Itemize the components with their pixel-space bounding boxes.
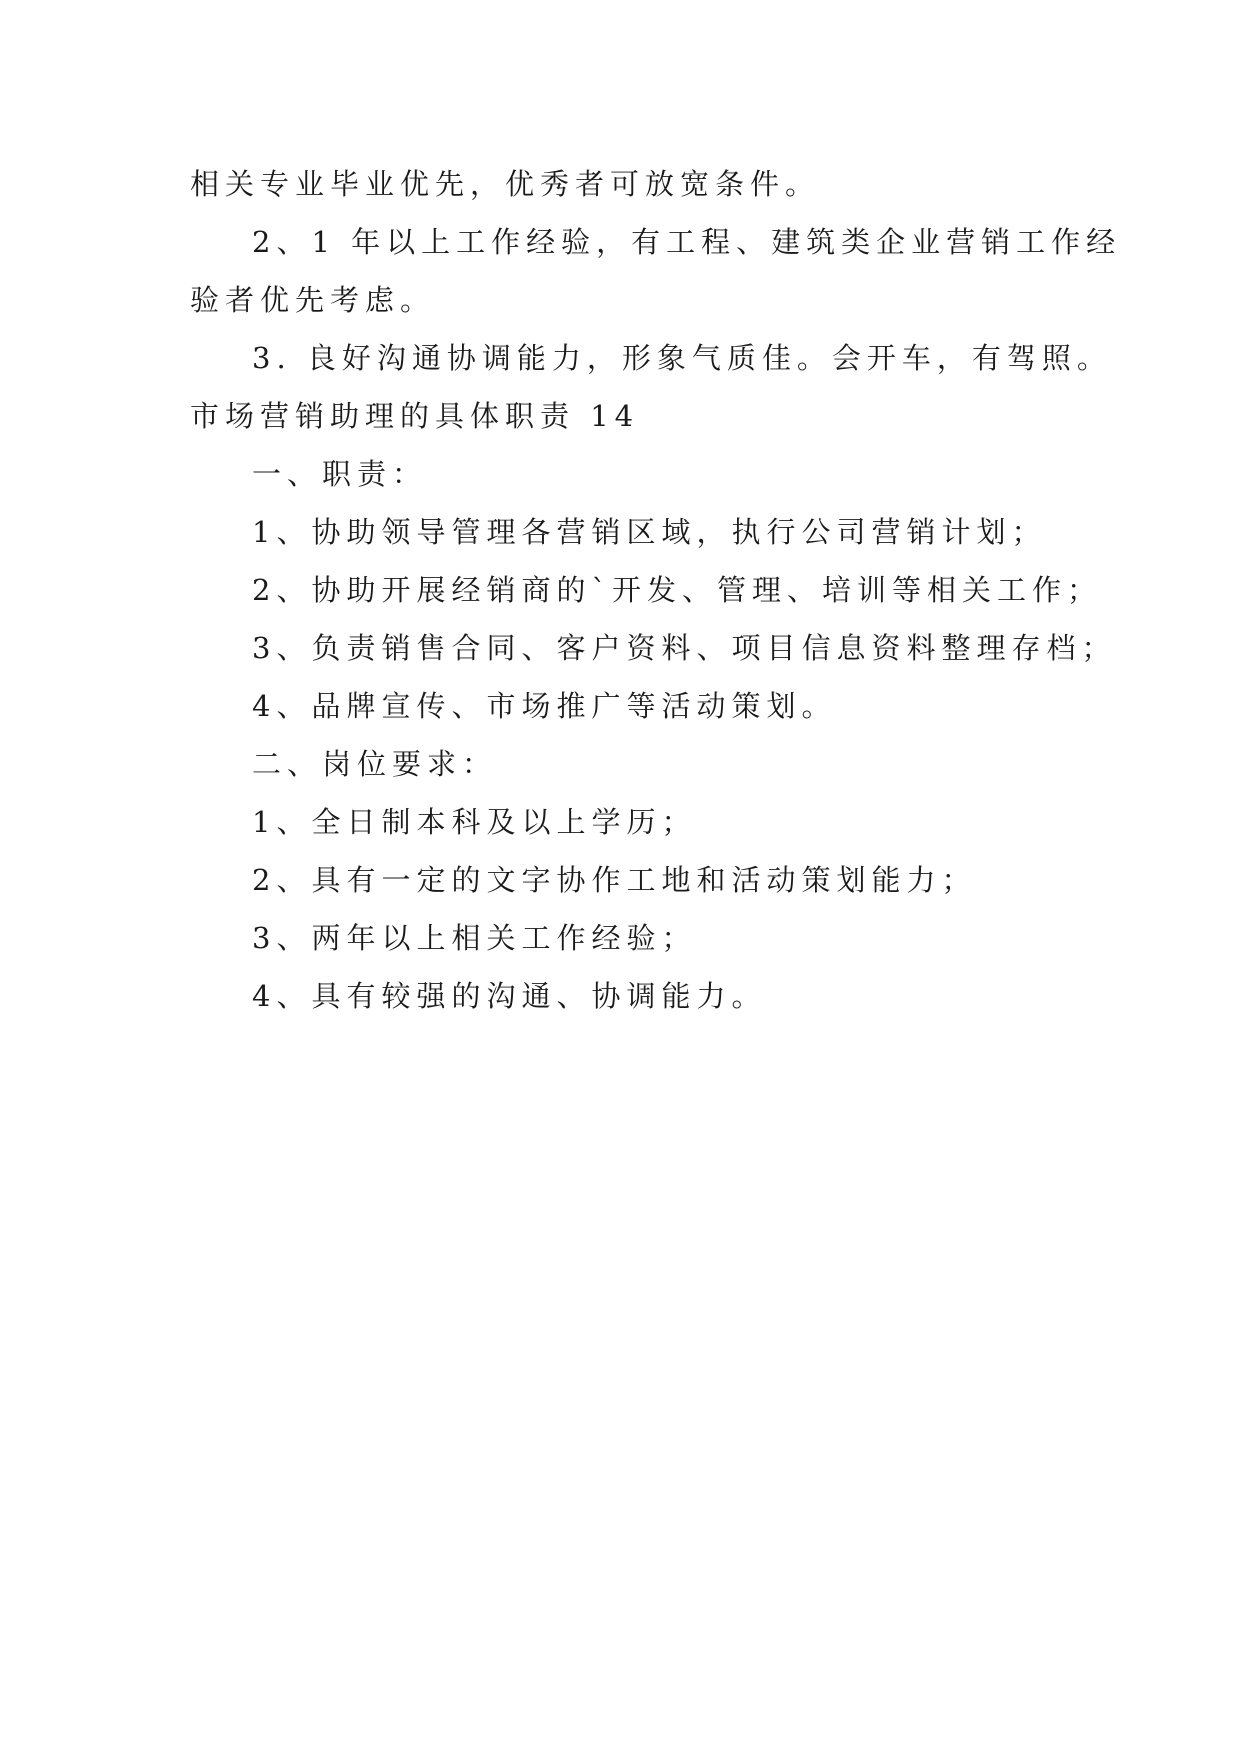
paragraph-line: 相关专业毕业优先，优秀者可放宽条件。	[190, 167, 821, 201]
list-item: 3、负责销售合同、客户资料、项目信息资料整理存档；	[252, 631, 1117, 665]
section-heading: 一、职责：	[252, 457, 428, 491]
paragraph-line: 3. 良好沟通协调能力，形象气质佳。会开车，有驾照。	[252, 341, 1112, 375]
list-item: 3、两年以上相关工作经验；	[252, 921, 697, 955]
list-item: 1、全日制本科及以上学历；	[252, 805, 697, 839]
list-item: 2、具有一定的文字协作工地和活动策划能力；	[252, 863, 977, 897]
paragraph-line: 2、1 年以上工作经验，有工程、建筑类企业营销工作经	[252, 225, 1122, 259]
list-item: 2、协助开展经销商的`开发、管理、培训等相关工作；	[252, 573, 1102, 607]
list-item: 1、协助领导管理各营销区域，执行公司营销计划；	[252, 515, 1047, 549]
section-heading: 二、岗位要求：	[252, 747, 498, 781]
list-item: 4、品牌宣传、市场推广等活动策划。	[252, 689, 837, 723]
section-title: 市场营销助理的具体职责 14	[190, 399, 640, 433]
list-item: 4、具有较强的沟通、协调能力。	[252, 979, 767, 1013]
paragraph-line: 验者优先考虑。	[190, 283, 436, 317]
